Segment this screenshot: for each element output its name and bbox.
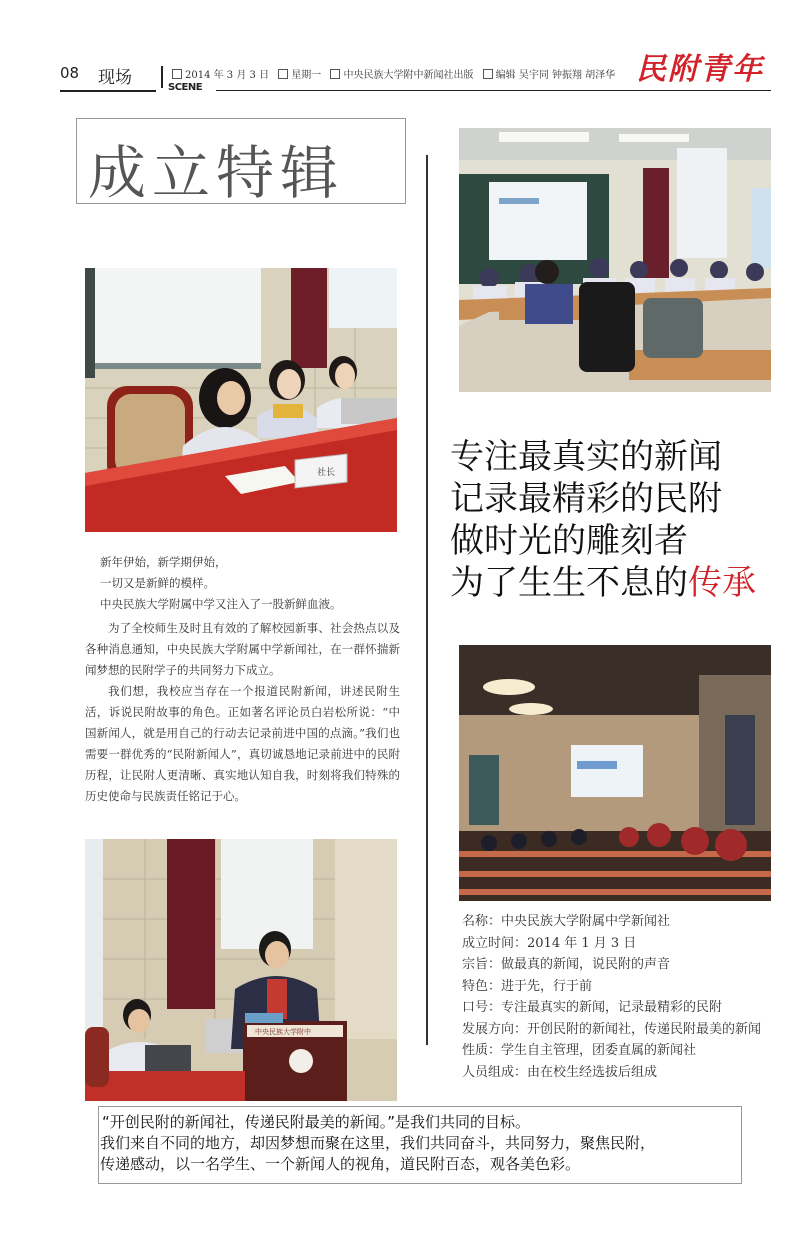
square-icon (278, 69, 288, 79)
slogan (450, 436, 756, 604)
info-members: 人员组成：由在校生经选拔后组成 (462, 1064, 658, 1080)
intro-lines (100, 552, 400, 615)
info-motto: 口号：专注最真实的新闻，记录最精彩的民附 (462, 1000, 723, 1015)
square-icon (483, 69, 493, 79)
info-direction: 发展方向：开创民附的新闻社，传递民附最美的新闻 (462, 1021, 762, 1037)
slogan-line-3: 做时光的雕刻者 (450, 521, 688, 561)
podium-banner: 中央民族大学附中 (255, 1028, 311, 1036)
page-title: 成立特辑 (88, 139, 345, 207)
info-name: 名称：中央民族大学附属中学新闻社 (462, 914, 671, 929)
column-divider (426, 155, 428, 1045)
intro-line-3: 中央民族大学附属中学又注入了一股新鲜血液。 (100, 597, 342, 611)
closing-line-3: 传递感动，以一名学生、一个新闻人的视角，道民附百态，观各美色彩。 (100, 1155, 581, 1173)
photo-students-table (85, 268, 397, 532)
slogan-line-4-prefix: 为了生生不息的 (450, 563, 688, 603)
editors: 编辑 吴宇同 钟振翔 胡泽华 (495, 70, 616, 81)
header-divider (161, 66, 163, 88)
intro-line-1: 新年伊始，新学期伊始， (100, 555, 227, 569)
weekday: 星期一 (291, 70, 322, 81)
info-feature: 特色：进于先，行于前 (462, 978, 593, 994)
square-icon (172, 69, 182, 79)
slogan-line-1: 专注最真实的新闻 (450, 437, 722, 477)
publisher: 中央民族大学附中新闻社出版 (343, 70, 474, 81)
header-meta (166, 66, 615, 81)
intro-line-2: 一切又是新鲜的模样。 (100, 576, 215, 590)
header-rule-left (60, 90, 156, 92)
info-nature: 性质：学生自主管理，团委直属的新闻社 (462, 1043, 697, 1058)
photo-speaker-podium (85, 839, 397, 1101)
closing-line-2: 我们来自不同的地方，却因梦想而聚在这里，我们共同奋斗，共同努力，聚焦民附， (100, 1134, 656, 1152)
slogan-line-2: 记录最精彩的民附 (450, 479, 722, 519)
closing-text (100, 1112, 760, 1175)
header-rule-right (216, 90, 771, 91)
paragraph-1: 为了全校师生及时且有效的了解校园新事、社会热点以及各种消息通知，中央民族大学附属中学新闻社，在一群怀揣新闻梦想的民附学子的共同努力下成立。 (85, 621, 400, 677)
slogan-line-4 (450, 562, 756, 604)
square-icon (330, 69, 340, 79)
placard-label: 社长 (317, 468, 336, 478)
section-english: SCENE (168, 82, 203, 93)
page-number: 08 (60, 64, 80, 82)
info-purpose: 宗旨：做最真的新闻，说民附的声音 (462, 957, 671, 972)
paragraph-2: 我们想，我校应当存在一个报道民附新闻，讲述民附生活，诉说民附故事的角色。正如著名评论员白岩松所说：“中国新闻人，就是用自己的行动去记录前进中国的点滴。”我们也需要一群优秀的“民附新闻人”，真切诚恳地记录前进中的民附历程，让民附人更清晰、真实地认知自我，时刻将我们特殊的历史使命与民族责任铭记于心。 (85, 684, 400, 803)
masthead-logo: 民附青年 (636, 52, 764, 87)
info-founded: 成立时间：2014 年 1 月 3 日 (462, 935, 637, 951)
photo-auditorium (459, 645, 771, 901)
photo-classroom-meeting (459, 128, 771, 392)
info-list (462, 911, 780, 1083)
section-name: 现场 (98, 68, 132, 88)
issue-date: 2014 年 3 月 3 日 (185, 70, 270, 81)
closing-line-1: “开创民附的新闻社，传递民附最美的新闻。”是我们共同的目标。 (102, 1113, 531, 1131)
slogan-highlight: 传承 (688, 563, 756, 603)
